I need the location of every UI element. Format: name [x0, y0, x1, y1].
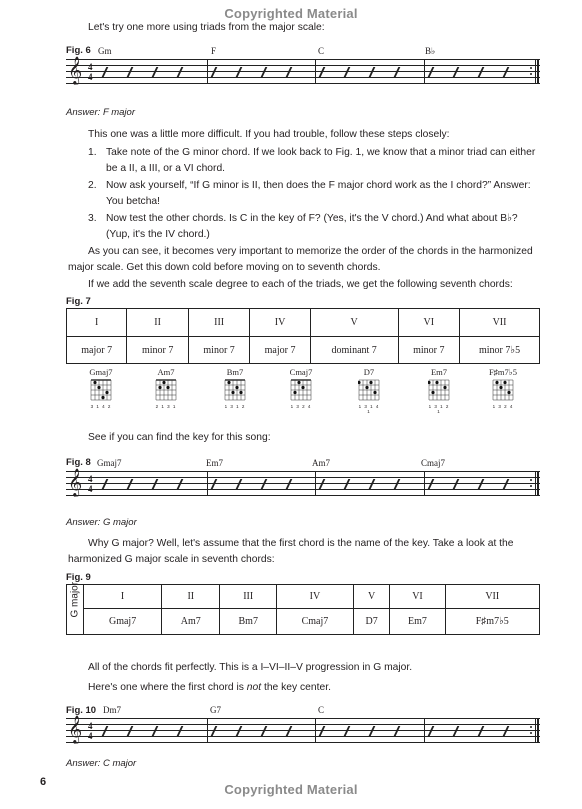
- time-signature: [88, 63, 93, 81]
- fretboard-grid: [155, 379, 177, 401]
- fig9-chord: Em7: [390, 609, 445, 635]
- chord-diagram-name: Cmaj7: [289, 367, 313, 377]
- treble-clef-icon: 𝄞: [68, 468, 83, 496]
- chord-fingering: 1 3 1 2 1: [428, 404, 450, 414]
- finger-dot: [373, 391, 376, 394]
- finger-dot: [358, 381, 361, 384]
- watermark-top: Copyrighted Material: [224, 6, 358, 21]
- rhythm-slash: [235, 479, 242, 489]
- para-why: Why G major? Well, let's assume that the first chord is the name of the key. Take a look at the harmonized G major scale in seventh chords:: [68, 538, 514, 565]
- staff-line: [66, 489, 540, 490]
- time-signature-top: 4: [88, 62, 93, 72]
- finger-dot: [235, 386, 238, 389]
- final-barline-thick: [537, 59, 539, 84]
- finger-dot: [301, 386, 304, 389]
- staff-line: [66, 83, 540, 84]
- step-1-num: 1.: [88, 147, 97, 158]
- fig8-chord-1: Gmaj7: [97, 458, 122, 468]
- fig9-chord: Am7: [162, 609, 220, 635]
- fig9-degree: V: [353, 585, 390, 609]
- fig6-chord-4: B♭: [425, 46, 436, 56]
- finger-dot: [93, 381, 96, 384]
- finger-dot: [431, 391, 434, 394]
- fig8-label: Fig. 8: [66, 457, 91, 468]
- final-barline-thin: [535, 718, 536, 743]
- barline: [315, 718, 316, 743]
- finger-dot: [239, 391, 242, 394]
- fig6-staff: [66, 56, 540, 85]
- staff-line: [66, 471, 540, 472]
- step-2-num: 2.: [88, 180, 97, 191]
- fig10-chord-3: C: [318, 705, 325, 715]
- rhythm-slash: [452, 67, 459, 77]
- rhythm-slash: [102, 479, 109, 489]
- rhythm-slash: [260, 726, 267, 736]
- staff-line: [66, 730, 540, 731]
- rhythm-slash: [102, 67, 109, 77]
- fig7-degree: II: [127, 309, 188, 337]
- final-barline-thick: [537, 718, 539, 743]
- fig7-degree: VII: [460, 309, 540, 337]
- rhythm-slash: [235, 67, 242, 77]
- page-number: 6: [40, 776, 47, 788]
- chord-fingering: 3 1 4 2: [90, 404, 112, 409]
- finger-dot: [162, 381, 165, 384]
- rhythm-slash: [210, 726, 217, 736]
- time-signature-top: 4: [88, 474, 93, 484]
- final-barline-thick: [537, 471, 539, 496]
- rhythm-slash: [127, 67, 134, 77]
- repeat-dots: [530, 479, 533, 489]
- chord-diagram-name: Em7: [430, 367, 448, 377]
- rhythm-slash: [319, 67, 326, 77]
- rhythm-slash: [102, 726, 109, 736]
- chord-diagram-name: Bm7: [226, 367, 244, 377]
- fig9-chord: Cmaj7: [277, 609, 354, 635]
- para-findkey: See if you can find the key for this song:: [88, 432, 271, 443]
- rhythm-slash: [503, 67, 510, 77]
- rhythm-slash: [210, 479, 217, 489]
- para-here-pre: Here's one where the first chord is: [88, 682, 247, 693]
- chord-diagram-name: D7: [363, 367, 375, 377]
- fig7-degree: I: [67, 309, 127, 337]
- chord-diagram-gmaj7: [86, 367, 120, 413]
- rhythm-slash: [369, 67, 376, 77]
- rhythm-slash: [344, 479, 351, 489]
- rhythm-slash: [427, 67, 434, 77]
- fig6-chord-1: Gm: [98, 46, 112, 56]
- fig8-chord-2: Em7: [206, 458, 223, 468]
- staff-line: [66, 59, 540, 60]
- fig9-chord: Bm7: [220, 609, 277, 635]
- finger-dot: [495, 381, 498, 384]
- rhythm-slash: [427, 479, 434, 489]
- rhythm-slash: [394, 726, 401, 736]
- repeat-dots: [530, 726, 533, 736]
- fig6-chord-3: C: [318, 46, 325, 56]
- fig9-degree: III: [220, 585, 277, 609]
- staff-line: [66, 483, 540, 484]
- chord-fingering: 2 1 3 1: [155, 404, 177, 409]
- time-signature: [88, 475, 93, 493]
- time-signature-top: 4: [88, 721, 93, 731]
- rhythm-slash: [503, 726, 510, 736]
- fig9-side-cell: [67, 581, 84, 635]
- rhythm-slash: [369, 479, 376, 489]
- finger-dot: [503, 381, 506, 384]
- finger-dot: [435, 381, 438, 384]
- treble-clef-icon: 𝄞: [68, 715, 83, 743]
- para-here-emphasis: not: [246, 682, 262, 693]
- fig7-quality: minor 7: [398, 337, 459, 364]
- finger-dot: [507, 391, 510, 394]
- rhythm-slash: [127, 726, 134, 736]
- rhythm-slash: [477, 479, 484, 489]
- para-fit: All of the chords fit perfectly. This is a I–VI–II–V progression in G major.: [88, 662, 413, 673]
- chord-fingering: 1 3 1 4 1: [358, 404, 380, 414]
- para-seventh: If we add the seventh scale degree to each of the triads, we get the following seventh chords:: [88, 279, 513, 290]
- watermark-bottom: Copyrighted Material: [224, 782, 358, 797]
- staff-line: [66, 77, 540, 78]
- finger-dot: [231, 391, 234, 394]
- rhythm-slash: [235, 726, 242, 736]
- chord-diagram-d7: [354, 367, 394, 413]
- barline: [424, 59, 425, 84]
- staff-line: [66, 495, 540, 496]
- rhythm-slash: [127, 479, 134, 489]
- fig7-quality: major 7: [67, 337, 127, 364]
- barline: [315, 59, 316, 84]
- fig7-degree: IV: [250, 309, 310, 337]
- intro-text: Let's try one more using triads from the major scale:: [88, 22, 325, 33]
- time-signature-bottom: 4: [88, 731, 93, 741]
- chord-diagram-bm7: [220, 367, 254, 413]
- rhythm-slash: [369, 726, 376, 736]
- fig10-chord-2: G7: [210, 705, 221, 715]
- barline: [207, 718, 208, 743]
- rhythm-slash: [286, 726, 293, 736]
- barline: [207, 59, 208, 84]
- final-barline-thin: [535, 59, 536, 84]
- time-signature: [88, 722, 93, 740]
- fig7-degree: VI: [398, 309, 459, 337]
- time-signature-bottom: 4: [88, 484, 93, 494]
- finger-dot: [293, 391, 296, 394]
- chord-fingering: 1 3 2 4: [492, 404, 514, 409]
- finger-dot: [105, 391, 108, 394]
- fig10-label: Fig. 10: [66, 705, 97, 716]
- fig9-degree: IV: [277, 585, 354, 609]
- staff-line: [66, 71, 540, 72]
- fretboard-grid: [290, 379, 312, 401]
- barline: [424, 471, 425, 496]
- rhythm-slash: [286, 479, 293, 489]
- fig7-degree: III: [188, 309, 249, 337]
- barline: [207, 471, 208, 496]
- para-difficult: This one was a little more difficult. If you had trouble, follow these steps closely:: [88, 129, 450, 140]
- para-here: [88, 680, 331, 696]
- rhythm-slash: [152, 726, 159, 736]
- rhythm-slash: [477, 67, 484, 77]
- rhythm-slash: [319, 479, 326, 489]
- staff-line: [66, 718, 540, 719]
- rhythm-slash: [319, 726, 326, 736]
- fig9-chord: D7: [353, 609, 390, 635]
- barline: [315, 471, 316, 496]
- chord-diagram-am7: [151, 367, 185, 413]
- fig10-staff: [66, 715, 540, 744]
- rhythm-slash: [452, 726, 459, 736]
- chord-diagram-cmaj7: [286, 367, 320, 413]
- finger-dot: [499, 386, 502, 389]
- chord-diagram-fsharpm7b5: [488, 367, 528, 413]
- fig7-table: [66, 308, 540, 364]
- fretboard-grid: [224, 379, 246, 401]
- rhythm-slash: [394, 479, 401, 489]
- staff-line: [66, 742, 540, 743]
- chord-diagram-em7: [424, 367, 464, 413]
- staff-line: [66, 65, 540, 66]
- finger-dot: [428, 381, 431, 384]
- fig9-label: Fig. 9: [66, 572, 91, 583]
- rhythm-slash: [394, 67, 401, 77]
- staff-line: [66, 477, 540, 478]
- staff-line: [66, 736, 540, 737]
- rhythm-slash: [177, 479, 184, 489]
- step-3-num: 3.: [88, 213, 97, 224]
- rhythm-slash: [344, 726, 351, 736]
- fig6-chord-2: F: [211, 46, 217, 56]
- barline: [424, 718, 425, 743]
- rhythm-slash: [152, 67, 159, 77]
- finger-dot: [297, 381, 300, 384]
- rhythm-slash: [210, 67, 217, 77]
- rhythm-slash: [177, 67, 184, 77]
- para-memorize: As you can see, it becomes very important to memorize the order of the chords in the harmonized major scale. Get this down cold before moving on to seventh chords.: [68, 246, 533, 273]
- fig7-quality: minor 7♭5: [460, 337, 540, 364]
- time-signature-bottom: 4: [88, 72, 93, 82]
- step-1-text: Take note of the G minor chord. If we look back to Fig. 1, we know that a minor triad can either be a II, a III, or a VI chord.: [106, 147, 536, 174]
- fig7-quality: dominant 7: [310, 337, 398, 364]
- rhythm-slash: [477, 726, 484, 736]
- fig9-chord: Gmaj7: [84, 609, 162, 635]
- rhythm-slash: [286, 67, 293, 77]
- finger-dot: [365, 386, 368, 389]
- rhythm-slash: [503, 479, 510, 489]
- repeat-dots: [530, 67, 533, 77]
- fig9-degree: VII: [445, 585, 539, 609]
- rhythm-slash: [427, 726, 434, 736]
- para-here-post: the key center.: [261, 682, 331, 693]
- finger-dot: [158, 386, 161, 389]
- fig9-degree: VI: [390, 585, 445, 609]
- fig6-label: Fig. 6: [66, 45, 91, 56]
- staff-line: [66, 724, 540, 725]
- finger-dot: [369, 381, 372, 384]
- rhythm-slash: [260, 479, 267, 489]
- fretboard-grid: [428, 379, 450, 401]
- fig8-staff: [66, 468, 540, 497]
- rhythm-slash: [344, 67, 351, 77]
- step-2-text: Now ask yourself, “If G minor is II, then does the F major chord work as the I chord?” Answer: You betcha!: [106, 180, 531, 207]
- finger-dot: [227, 381, 230, 384]
- fig7-quality: minor 7: [127, 337, 188, 364]
- chord-diagram-name: F♯m7♭5: [488, 367, 518, 377]
- fig7-quality: major 7: [250, 337, 310, 364]
- fretboard-grid: [358, 379, 380, 401]
- finger-dot: [166, 386, 169, 389]
- finger-dot: [101, 396, 104, 399]
- chord-fingering: 1 3 2 4: [290, 404, 312, 409]
- fig10-answer: Answer: C major: [66, 758, 137, 769]
- treble-clef-icon: 𝄞: [68, 56, 83, 84]
- step-3-text: Now test the other chords. Is C in the key of F? (Yes, it's the V chord.) And what about B♭? (Yup, it's the IV chord.): [106, 213, 518, 240]
- fig7-quality: minor 7: [188, 337, 249, 364]
- fig9-degree: II: [162, 585, 220, 609]
- fig8-chord-3: Am7: [312, 458, 330, 468]
- fig7-label: Fig. 7: [66, 296, 91, 307]
- chord-diagram-name: Gmaj7: [89, 367, 113, 377]
- rhythm-slash: [152, 479, 159, 489]
- fig9-degree: I: [84, 585, 162, 609]
- rhythm-slash: [177, 726, 184, 736]
- chord-diagram-name: Am7: [157, 367, 175, 377]
- rhythm-slash: [452, 479, 459, 489]
- fig10-chord-1: Dm7: [103, 705, 121, 715]
- fretboard-grid: [90, 379, 112, 401]
- fig6-answer: Answer: F major: [66, 107, 135, 118]
- rhythm-slash: [260, 67, 267, 77]
- finger-dot: [97, 386, 100, 389]
- fretboard-grid: [492, 379, 514, 401]
- fig8-answer: Answer: G major: [66, 517, 137, 528]
- fig9-chord: F♯m7♭5: [445, 609, 539, 635]
- fig9-table: [66, 581, 540, 635]
- final-barline-thin: [535, 471, 536, 496]
- chord-fingering: 1 3 1 2: [224, 404, 246, 409]
- fig9-side-label: G major: [69, 581, 81, 618]
- fig8-chord-4: Cmaj7: [421, 458, 445, 468]
- fig7-degree: V: [310, 309, 398, 337]
- finger-dot: [443, 386, 446, 389]
